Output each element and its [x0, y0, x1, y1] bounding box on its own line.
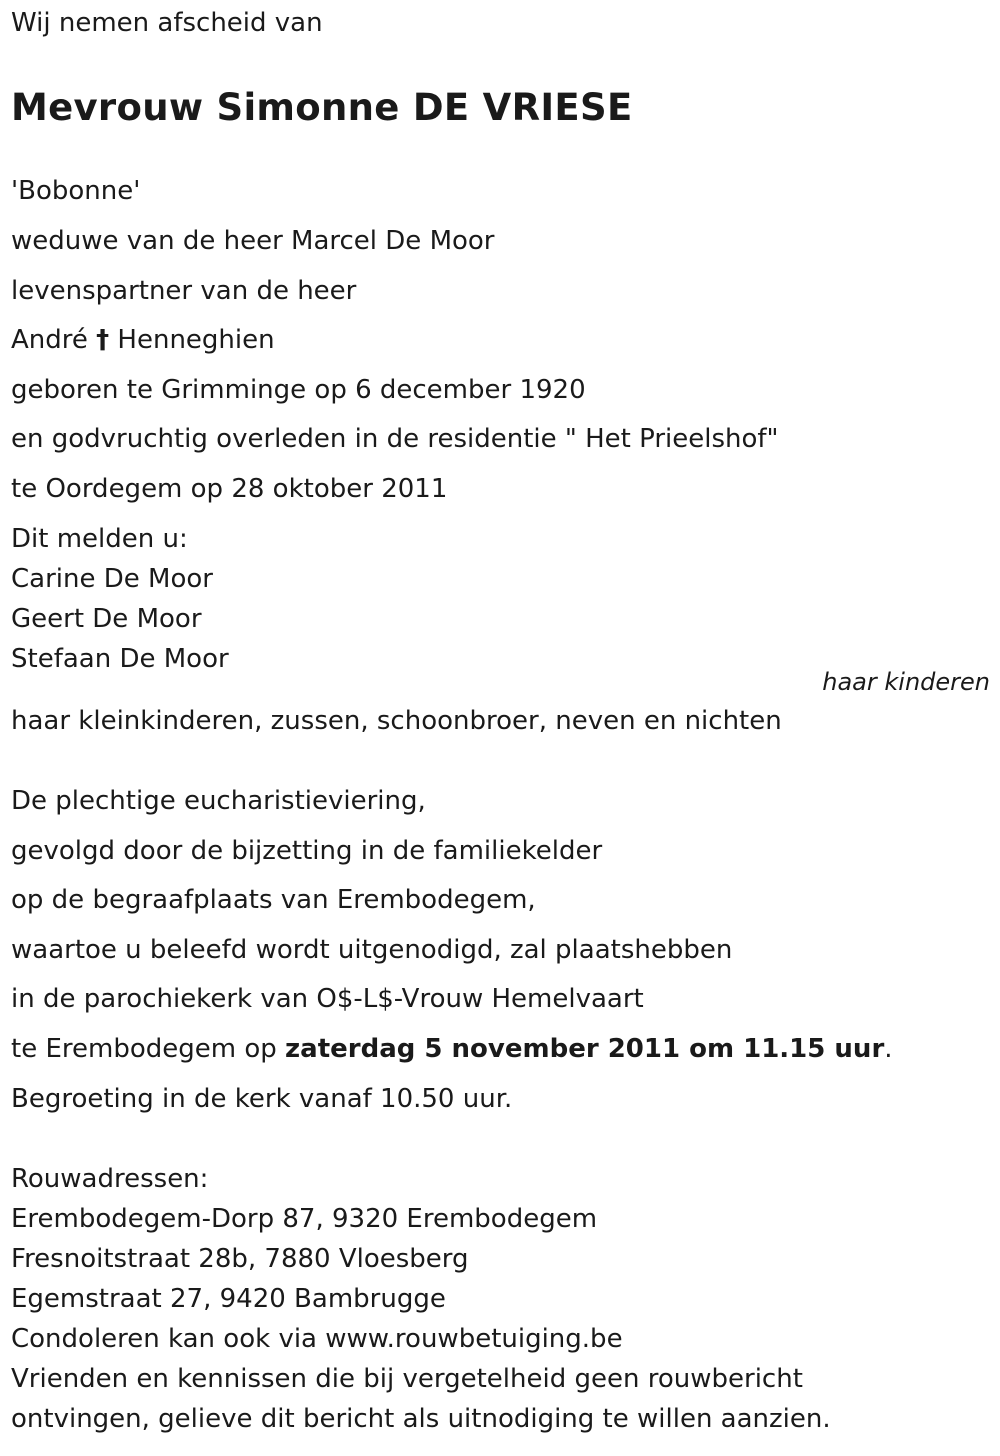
death-place-line: te Oordegem op 28 oktober 2011 — [11, 474, 448, 504]
notice-line: Vrienden en kennissen die bij vergetelheid geen rouwbericht — [11, 1364, 803, 1394]
child-name: Geert De Moor — [11, 604, 202, 634]
partner-first-name: André — [11, 325, 88, 355]
partner-last-name: Henneghien — [117, 325, 275, 355]
announcement-heading: Dit melden u: — [11, 524, 188, 554]
address-line: Egemstraat 27, 9420 Bambrugge — [11, 1284, 446, 1314]
ceremony-line: gevolgd door de bijzetting in de familiekelder — [11, 836, 603, 866]
greeting-line: Begroeting in de kerk vanaf 10.50 uur. — [11, 1084, 513, 1114]
ceremony-date-line — [11, 1034, 893, 1065]
ceremony-date: zaterdag 5 november 2011 om 11.15 uur — [285, 1034, 885, 1064]
partner-of: levenspartner van de heer — [11, 276, 357, 306]
address-line: Fresnoitstraat 28b, 7880 Vloesberg — [11, 1244, 469, 1274]
deceased-name: Mevrouw Simonne DE VRIESE — [11, 86, 633, 129]
nickname: 'Bobonne' — [11, 176, 141, 206]
intro-text: Wij nemen afscheid van — [11, 8, 323, 38]
child-name: Carine De Moor — [11, 564, 213, 594]
ceremony-date-prefix: te Erembodegem op — [11, 1034, 286, 1064]
notice-line: ontvingen, gelieve dit bericht als uitnodiging te willen aanzien. — [11, 1404, 831, 1434]
other-relatives: haar kleinkinderen, zussen, schoonbroer, neven en nichten — [11, 706, 782, 736]
ceremony-line: waartoe u beleefd wordt uitgenodigd, zal plaatshebben — [11, 935, 733, 965]
condolence-line: Condoleren kan ook via www.rouwbetuiging.be — [11, 1324, 623, 1354]
children-label: haar kinderen — [822, 668, 990, 696]
ceremony-line: in de parochiekerk van O$-L$-Vrouw Hemelvaart — [11, 984, 644, 1014]
cross-icon: † — [96, 325, 110, 355]
birth-line: geboren te Grimminge op 6 december 1920 — [11, 375, 586, 405]
ceremony-date-suffix: . — [884, 1034, 893, 1064]
ceremony-line: De plechtige eucharistieviering, — [11, 786, 426, 816]
partner-name — [11, 325, 275, 356]
child-name: Stefaan De Moor — [11, 644, 229, 674]
address-line: Erembodegem-Dorp 87, 9320 Erembodegem — [11, 1204, 598, 1234]
addresses-heading: Rouwadressen: — [11, 1164, 209, 1194]
widow-of: weduwe van de heer Marcel De Moor — [11, 226, 495, 256]
death-line: en godvruchtig overleden in de residentie " Het Prieelshof" — [11, 424, 779, 454]
ceremony-line: op de begraafplaats van Erembodegem, — [11, 885, 536, 915]
